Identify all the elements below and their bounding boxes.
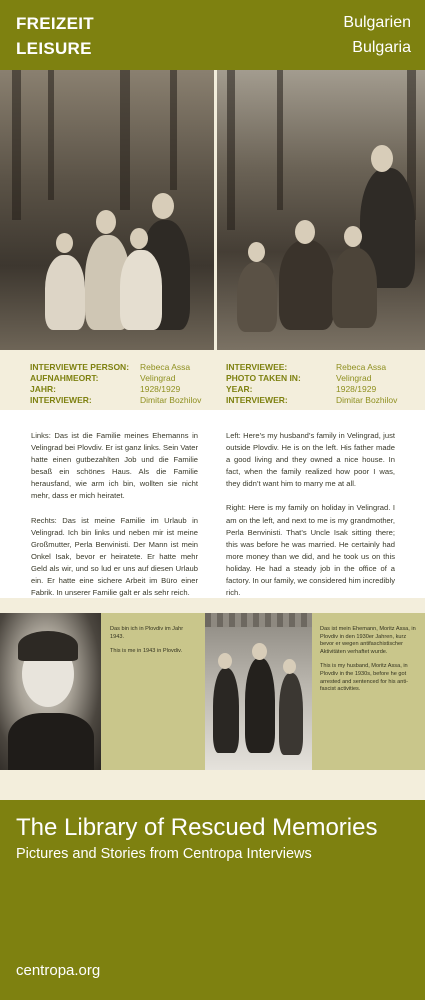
series-subtitle: Pictures and Stories from Centropa Interviews [16,846,312,862]
story-column-en [226,430,395,611]
caption-husband-en: This is my husband, Moritz Assa, in Plovdiv in the 1930s, before he got arrested and sentenced for his anti-fascist activities. [320,663,408,693]
place-label-de: AUFNAHMEORT: [30,373,99,383]
photo-husband-family [0,70,214,350]
story-paragraph-en-left: Left: Here’s my husband’s family in Velingrad, just outside Plovdiv. He is on the left. His father made a good living and they owned a nice house. In fact, when the family realized how poor I was, they didn’t want him to marry me at all. [226,431,395,489]
caption-portrait-de: Das bin ich in Plovdiv im Jahr 1943. [110,626,184,640]
year-label-de: JAHR: [30,384,56,394]
interviewee-value-en: Rebeca Assa [336,362,387,372]
theme-title-de: FREIZEIT [16,14,94,33]
year-label-en: YEAR: [226,384,253,394]
theme-title-en: LEISURE [16,39,92,58]
caption-portrait-en: This is me in 1943 in Plovdiv. [110,648,183,655]
interviewee-label-en: INTERVIEWEE: [226,362,288,372]
country-de: Bulgarien [343,14,411,31]
website-link[interactable]: centropa.org [16,962,101,979]
story-text-block [0,410,425,598]
place-value-en: Velingrad [336,373,372,383]
footer-banner [0,800,425,1000]
country-en: Bulgaria [352,39,411,56]
series-title: The Library of Rescued Memories [16,814,378,841]
place-value-de: Velingrad [140,373,176,383]
year-value-de: 1928/1929 [140,384,181,394]
interviewer-value-de: Dimitar Bozhilov [140,395,202,405]
caption-husband-de: Das ist mein Ehemann, Moritz Assa, in Plovdiv in den 1930er Jahren, kurz bevor er wegen antifaschistischer Aktivitäten verhaftet wurde. [320,626,416,655]
interviewee-label-de: INTERVIEWTE PERSON: [30,362,130,372]
place-label-en: PHOTO TAKEN IN: [226,373,301,383]
photo-husband-street [205,613,312,770]
caption-portrait [110,626,198,663]
interviewer-label-de: INTERVIEWER: [30,395,92,405]
story-paragraph-de-right: Rechts: Das ist meine Familie im Urlaub in Velingrad. Ich bin links und neben mir ist meine Großmutter, Perla Benvinisti. Der Mann ist mein Onkel Isak, bevor er heiratete. Er hatte mehr Geld als wir, und so lud er uns auf diesen Urlaub ein. Er hatte eine sichere Arbeit im Büro einer Fabrik. In unserer Familie galt er als sehr reich. [31,515,198,598]
caption-husband [320,626,418,701]
photo-info-band [0,350,425,410]
interviewer-label-en: INTERVIEWER: [226,395,288,405]
story-column-de [31,430,198,611]
header-banner [0,0,425,70]
photo-portrait-1943 [0,613,101,770]
interviewer-value-en: Dimitar Bozhilov [336,395,398,405]
year-value-en: 1928/1929 [336,384,377,394]
photo-own-family [217,70,425,350]
story-paragraph-de-left: Links: Das ist die Familie meines Ehemanns in Velingrad bei Plovdiv. Er ist ganz links. Sein Vater hatte einen gutbezahlten Job und die Familie besaß ein schönes Haus. Als die Familie herausfand, wie arm ich bin, wollten sie nicht mehr, dass er mich heiratet. [31,431,198,501]
story-paragraph-en-right: Right: Here is my family on holiday in Velingrad. I am on the left, and next to me is my grandmother, Perla Benvinisti. That’s Uncle Isak sitting there; this was before he was married. He certainly had more money than we did, and he took us on this holiday. He had a steady job in the office of a factory. In our family, we considered him incredibly rich. [226,503,395,598]
interviewee-value-de: Rebeca Assa [140,362,191,372]
